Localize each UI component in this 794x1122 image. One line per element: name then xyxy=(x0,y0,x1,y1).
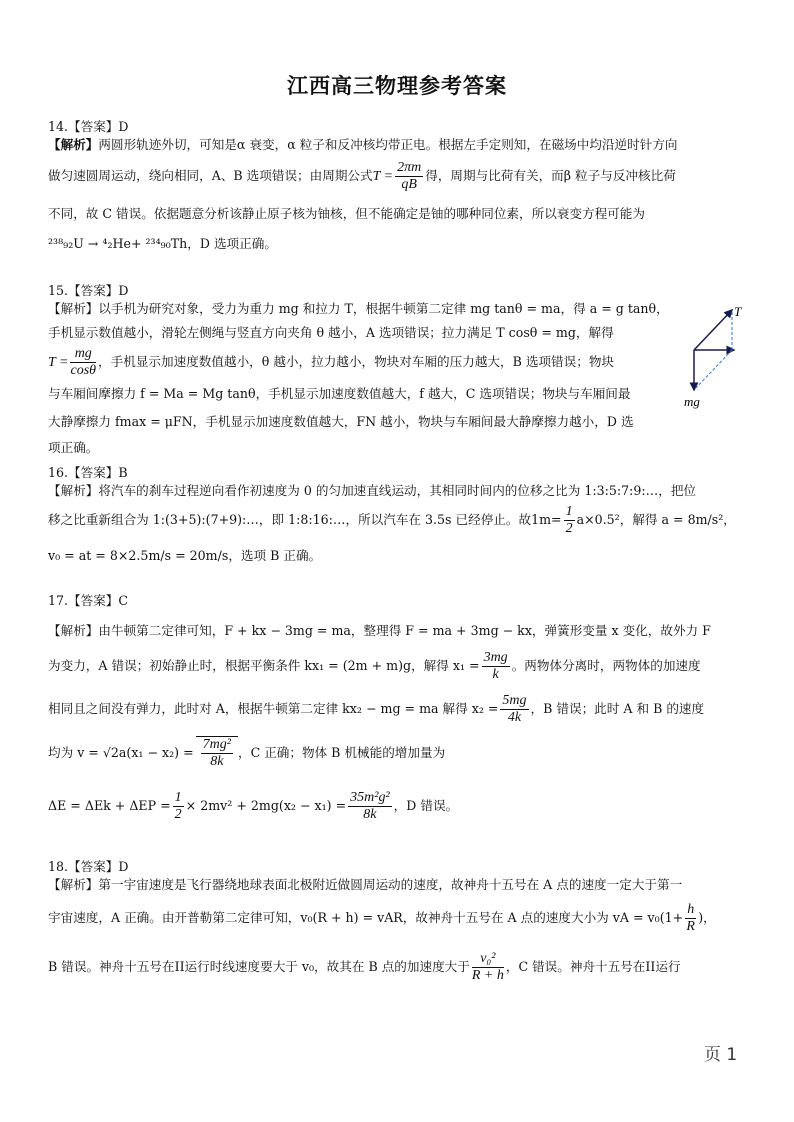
q16-frac-den: 2 xyxy=(565,521,573,536)
q15-fraction xyxy=(70,346,96,379)
question-17 xyxy=(48,592,748,823)
question-18 xyxy=(48,858,748,984)
q17-line-1: 【解析】由牛顿第二定律可知，F + kx − 3mg = ma，整理得 F = ma + 3mg − kx，弹簧形变量 x 变化，故外力 F xyxy=(48,623,711,638)
q18-line-1: 【解析】第一宇宙速度是飞行器绕地球表面北极附近做圆周运动的速度，故神舟十五号在 A 点的速度一定大于第一 xyxy=(48,877,683,892)
q16-line-1: 【解析】将汽车的刹车过程逆向看作初速度为 0 的匀加速直线运动，其相同时间内的位移之比为 1:3:5:7:9:…，把位 xyxy=(48,483,697,498)
fig-label-mg: mg xyxy=(684,394,700,409)
q18-answer: 18.【答案】D xyxy=(48,859,129,874)
q17-f1-den: k xyxy=(492,667,499,682)
q17-fraction-4 xyxy=(173,790,184,823)
q15-line-1: 【解析】以手机为研究对象，受力为重力 mg 和拉力 T，根据牛顿第二定律 mg tanθ = ma，得 a = g tanθ， xyxy=(48,301,669,316)
q17-sqrt xyxy=(196,736,238,770)
q17-f1-num: 3mg xyxy=(483,650,508,665)
q14-text-1: 两圆形轨迹外切，可知是α 衰变，α 粒子和反冲核均带正电。根据左手定则知，在磁场中均沿逆时针方向 xyxy=(98,137,678,152)
q17-fraction-2 xyxy=(500,693,528,726)
q17-f3-den: 8k xyxy=(210,754,224,769)
page-number: 页 1 xyxy=(704,1045,738,1065)
question-16 xyxy=(48,464,748,565)
q18-text-2b: )， xyxy=(698,910,716,925)
q18-f1-den: R xyxy=(686,919,695,934)
q14-line-1 xyxy=(48,136,748,154)
q17-text-5a: ΔE = ΔEk + ΔEP = xyxy=(48,798,171,813)
q17-line-4 xyxy=(48,736,748,770)
q17-line-2 xyxy=(48,650,748,683)
q17-fraction-3 xyxy=(201,737,233,770)
q15-line-5: 大静摩擦力 fmax = μFN，手机显示加速度数值越大，FN 越小，物块与车厢间最大静摩擦力越小，D 选 xyxy=(48,414,634,429)
q14-text-2a: 做匀速圆周运动，绕向相同，A、B 选项错误；由周期公式 xyxy=(48,168,373,183)
q18-text-3a: B 错误。神舟十五号在II运行时线速度要大于 v₀，故其在 B 点的加速度大于 xyxy=(48,959,470,974)
q14-line-4: ²³⁸₉₂U → ⁴₂He+ ²³⁴₉₀Th，D 选项正确。 xyxy=(48,236,277,251)
q18-fraction-2 xyxy=(472,951,504,984)
q17-text-4b: ，C 正确；物体 B 机械能的增加量为 xyxy=(237,745,446,760)
q18-f2-den: R + h xyxy=(471,968,504,983)
q17-f4-num: 1 xyxy=(174,790,182,805)
q18-f2-num: v₀² xyxy=(472,951,504,968)
q14-fraction xyxy=(395,160,423,193)
q17-f2-den: 4k xyxy=(507,710,522,725)
q17-f5-den: 8k xyxy=(363,807,377,822)
q17-text-5c: ，D 错误。 xyxy=(393,798,459,813)
q16-text-2b: a×0.5²，解得 a = 8m/s²， xyxy=(576,512,736,527)
q16-line-2 xyxy=(48,504,748,537)
q17-answer: 17.【答案】C xyxy=(48,593,129,608)
question-15 xyxy=(48,282,678,457)
q16-text-2a: 移之比重新组合为 1:(3+5):(7+9):…，即 1:8:16:…，所以汽车在 3.5s 已经停止。故1m= xyxy=(48,512,562,527)
q17-text-3b: ，B 错误；此时 A 和 B 的速度 xyxy=(530,701,705,716)
q15-frac-den: cosθ xyxy=(70,363,97,378)
q15-line-6: 项正确。 xyxy=(48,440,99,455)
q17-fraction-5 xyxy=(348,790,392,823)
q16-fraction xyxy=(564,504,575,537)
q17-line-5 xyxy=(48,790,748,823)
q18-text-3b: ，C 错误。神舟十五号在II运行 xyxy=(505,959,681,974)
q15-formula-T: T = xyxy=(48,355,69,370)
page-title: 江西高三物理参考答案 xyxy=(287,73,507,98)
q15-line-3 xyxy=(48,346,678,379)
q17-fraction-1 xyxy=(482,650,510,683)
dashed-diagonal xyxy=(694,350,732,390)
q18-f1-num: h xyxy=(687,902,695,917)
q14-frac-den: qB xyxy=(401,177,417,192)
q17-f3-num: 7mg² xyxy=(202,737,231,752)
q17-f2-num: 5mg xyxy=(502,693,527,708)
q15-line-2: 手机显示数值越小，滑轮左侧绳与竖直方向夹角 θ 越小，A 选项错误；拉力满足 T cosθ = mg，解得 xyxy=(48,325,614,340)
q18-fraction-1 xyxy=(685,902,696,935)
q15-line-4: 与车厢间摩擦力 f = Ma = Mg tanθ，手机显示加速度数值越大，f 越大，C 选项错误；物块与车厢间最 xyxy=(48,386,631,401)
q18-line-2 xyxy=(48,902,748,935)
q16-line-3: v₀ = at = 8×2.5m/s = 20m/s，选项 B 正确。 xyxy=(48,548,322,563)
q16-frac-num: 1 xyxy=(565,504,573,519)
q17-text-3a: 相同且之间没有弹力，此时对 A，根据牛顿第二定律 kx₂ − mg = ma 解得 x₂ = xyxy=(48,701,499,716)
q14-text-2b: 得，周期与比荷有关，而β 粒子与反冲核比荷 xyxy=(425,168,676,183)
q17-text-2b: 。两物体分离时，两物体的加速度 xyxy=(511,658,701,673)
q14-formula-T: T = xyxy=(372,169,394,184)
q17-text-2a: 为变力，A 错误；初始静止时，根据平衡条件 kx₁ = (2m + m)g，解得 x₁ = xyxy=(48,658,480,673)
q17-f4-den: 2 xyxy=(174,807,182,822)
q15-text-3b: ，手机显示加速度数值越小，θ 越小，拉力越小，物块对车厢的压力越大，B 选项错误；物块 xyxy=(98,354,615,369)
q14-line-2 xyxy=(48,160,748,193)
q14-tag: 【解析】 xyxy=(48,137,99,152)
q15-answer: 15.【答案】D xyxy=(48,283,129,298)
q18-text-2a: 宇宙速度，A 正确。由开普勒第二定律可知，v₀(R + h) = vAR，故神舟十五号在 A 点的速度大小为 vA = v₀(1+ xyxy=(48,910,684,925)
q17-f5-num: 35m²g² xyxy=(350,790,390,805)
q17-text-5b: × 2mv² + 2mg(x₂ − x₁) = xyxy=(185,798,347,813)
q17-line-3 xyxy=(48,693,748,726)
q14-answer: 14.【答案】D xyxy=(48,119,129,134)
q16-answer: 16.【答案】B xyxy=(48,465,128,480)
force-diagram xyxy=(684,302,748,412)
q18-line-3 xyxy=(48,951,748,984)
tension-arrow xyxy=(694,310,732,350)
question-14 xyxy=(48,118,748,253)
q15-frac-num: mg xyxy=(70,346,96,363)
fig-label-T: T xyxy=(734,304,742,319)
q17-text-4a: 均为 v = √2a(x₁ − x₂) = xyxy=(48,745,194,760)
q14-frac-num: 2πm xyxy=(397,160,422,175)
q14-line-3: 不同，故 C 错误。依据题意分析该静止原子核为铀核，但不能确定是铀的哪种同位素，所以衰变方程可能为 xyxy=(48,206,645,221)
